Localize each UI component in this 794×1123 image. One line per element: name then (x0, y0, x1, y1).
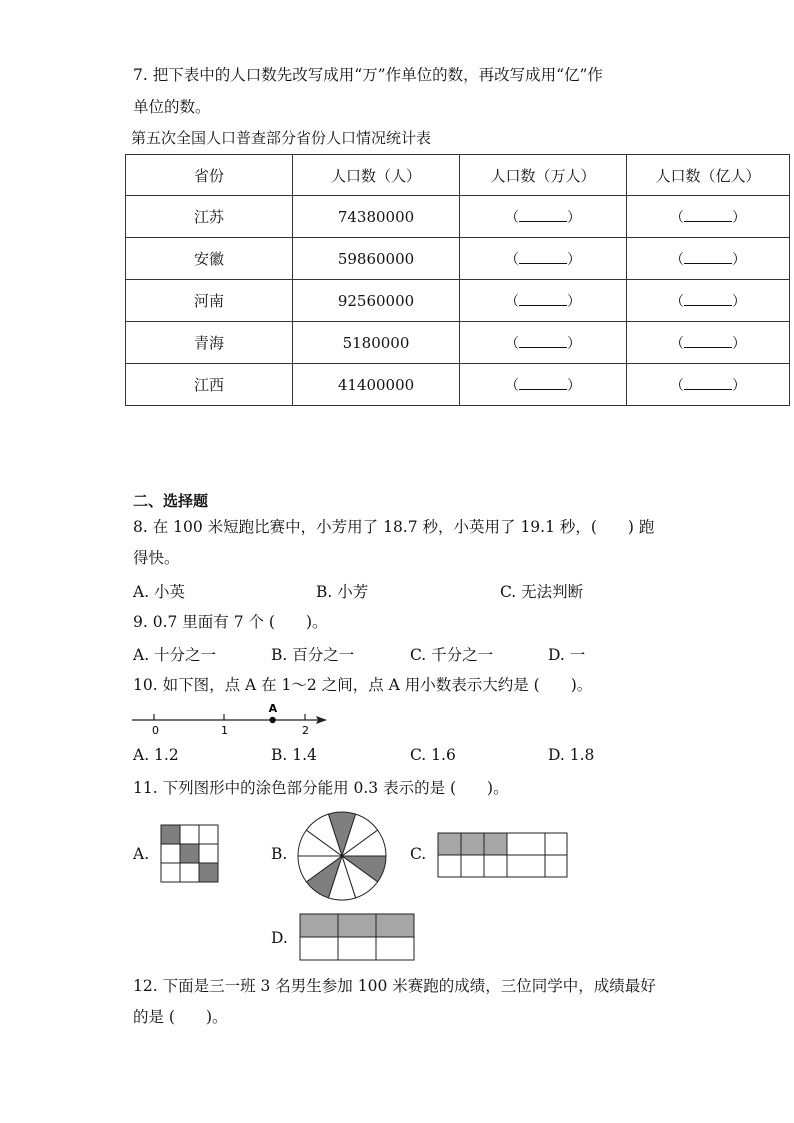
q11-text: 11. 下列图形中的涂色部分能用 0.3 表示的是 ( )。 (133, 779, 509, 797)
header-population: 人口数（人） (293, 155, 460, 196)
population-cell: 5180000 (293, 322, 460, 364)
province-cell: 江苏 (126, 196, 293, 238)
number-line (130, 700, 340, 740)
shaded-cell (484, 833, 507, 855)
point-a-label: A (268, 702, 278, 715)
shaded-cell (438, 833, 461, 855)
table-row (126, 322, 790, 364)
q9-option-b[interactable]: B. 百分之一 (271, 646, 355, 664)
q8-text-line1: 8. 在 100 米短跑比赛中，小芳用了 18.7 秒，小英用了 19.1 秒，( ) 跑 (133, 518, 655, 536)
population-cell: 92560000 (293, 280, 460, 322)
q10-option-a[interactable]: A. 1.2 (133, 746, 179, 764)
answer-blank-wan[interactable]: （ ） (460, 196, 627, 238)
answer-blank-yi[interactable]: （ ） (627, 322, 790, 364)
table-row (126, 238, 790, 280)
table-header-row (126, 155, 790, 196)
population-cell: 59860000 (293, 238, 460, 280)
answer-blank-yi[interactable]: （ ） (627, 280, 790, 322)
grid-3x3-figure[interactable] (160, 824, 220, 884)
q12-text-line1: 12. 下面是三一班 3 名男生参加 100 米赛跑的成绩，三位同学中，成绩最好 (133, 977, 656, 995)
province-cell: 江西 (126, 364, 293, 406)
province-cell: 河南 (126, 280, 293, 322)
point-a (269, 717, 275, 723)
q12-text-line2: 的是 ( )。 (133, 1008, 228, 1026)
q8-text-line2: 得快。 (133, 549, 180, 567)
answer-blank-wan[interactable]: （ ） (460, 238, 627, 280)
header-province: 省份 (126, 155, 293, 196)
answer-blank-yi[interactable]: （ ） (627, 196, 790, 238)
q7-text-line1: 7. 把下表中的人口数先改写成用“万”作单位的数，再改写成用“亿”作 (133, 66, 603, 84)
q10-text: 10. 如下图，点 A 在 1～2 之间，点 A 用小数表示大约是 ( )。 (133, 676, 593, 694)
shaded-cell (161, 825, 180, 844)
q8-option-c[interactable]: C. 无法判断 (500, 583, 584, 601)
table-title: 第五次全国人口普查部分省份人口情况统计表 (131, 129, 432, 147)
q9-option-c[interactable]: C. 千分之一 (410, 646, 494, 664)
q10-option-d[interactable]: D. 1.8 (548, 746, 595, 764)
answer-blank-yi[interactable]: （ ） (627, 364, 790, 406)
province-cell: 安徽 (126, 238, 293, 280)
answer-blank-wan[interactable]: （ ） (460, 364, 627, 406)
shaded-row (300, 914, 414, 937)
tick-label-0: 0 (152, 724, 159, 737)
q11-option-a-letter[interactable]: A. (133, 845, 150, 863)
tick-label-1: 1 (221, 724, 228, 737)
table-row (126, 196, 790, 238)
answer-blank-wan[interactable]: （ ） (460, 322, 627, 364)
header-population-yi: 人口数（亿人） (627, 155, 790, 196)
grid-2x3-figure[interactable] (299, 913, 416, 963)
q11-option-b-letter[interactable]: B. (271, 845, 288, 863)
tick-label-2: 2 (302, 724, 309, 737)
grid-2x5-figure[interactable] (437, 832, 569, 880)
q8-option-b[interactable]: B. 小芳 (316, 583, 369, 601)
shaded-cell (199, 863, 218, 882)
q9-option-d[interactable]: D. 一 (548, 646, 586, 664)
population-table (125, 154, 790, 406)
q10-option-c[interactable]: C. 1.6 (410, 746, 456, 764)
answer-blank-wan[interactable]: （ ） (460, 280, 627, 322)
section-title: 二、选择题 (133, 492, 209, 510)
shaded-cell (461, 833, 484, 855)
province-cell: 青海 (126, 322, 293, 364)
table-row (126, 364, 790, 406)
header-population-wan: 人口数（万人） (460, 155, 627, 196)
population-cell: 41400000 (293, 364, 460, 406)
pie-circle-figure[interactable] (296, 810, 388, 902)
q9-option-a[interactable]: A. 十分之一 (133, 646, 217, 664)
shaded-cell (180, 844, 199, 863)
q10-option-b[interactable]: B. 1.4 (271, 746, 317, 764)
q11-option-d-letter[interactable]: D. (271, 929, 288, 947)
q7-text-line2: 单位的数。 (133, 98, 211, 116)
table-row (126, 280, 790, 322)
q8-option-a[interactable]: A. 小英 (133, 583, 186, 601)
answer-blank-yi[interactable]: （ ） (627, 238, 790, 280)
population-cell: 74380000 (293, 196, 460, 238)
q11-option-c-letter[interactable]: C. (410, 845, 427, 863)
q9-text: 9. 0.7 里面有 7 个 ( )。 (133, 613, 328, 631)
